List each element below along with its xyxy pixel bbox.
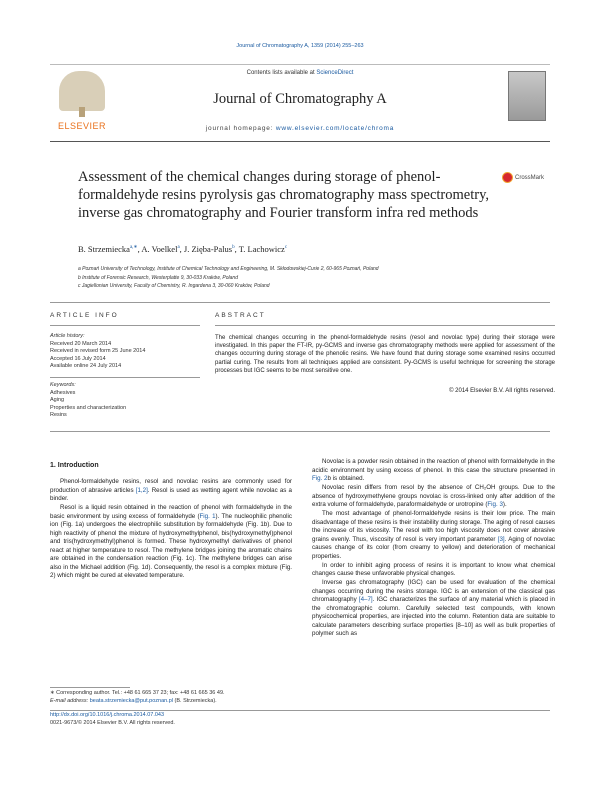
paragraph-text: Novolac is a powder resin obtained in the reaction of phenol with formaldehyde in the acidic environment by using excess of phenol. In this case the structure presented in <box>312 458 555 474</box>
email-suffix: (B. Strzemiecka). <box>173 697 217 704</box>
email-label: E-mail address: <box>50 697 90 704</box>
keywords <box>50 382 126 420</box>
paragraph <box>50 478 292 504</box>
body-column-left <box>50 478 292 581</box>
history-item: Received 20 March 2014 <box>50 340 112 347</box>
body-column-right <box>312 458 555 639</box>
publisher-logo-text: ELSEVIER <box>57 121 107 131</box>
author-affil-sup[interactable]: a,∗ <box>129 245 138 251</box>
paragraph <box>312 562 555 579</box>
paragraph-text: . IGC characterizes the surface of any material which is placed in the chromatographic column. Carefully selected test compounds, with known physicochemical properties, are injected into the column. Retention data are suitable to calculate parameters describing surface properties [8–10] as well as bulk properties of polymer such as <box>312 596 555 637</box>
paragraph-text: . Resol is used as wetting agent while novolac as a binder. <box>50 486 292 502</box>
article-info-heading: ARTICLE INFO <box>50 312 119 319</box>
paragraph <box>312 579 555 639</box>
crossmark-badge[interactable] <box>502 172 544 183</box>
divider <box>50 325 200 326</box>
reference-link[interactable]: [3] <box>497 535 505 543</box>
divider <box>50 377 200 378</box>
affiliation: b Institute of Forensic Research, Westerplatte 9, 30-033 Kraków, Poland <box>78 274 238 281</box>
paragraph-text: ). <box>502 501 507 508</box>
reference-link[interactable]: [4–7] <box>358 596 373 603</box>
affiliations <box>78 265 379 291</box>
keyword: Resins <box>50 412 67 418</box>
paragraph-text: ). The nucleophilic phenolic ion (Fig. 1a) undergoes the electrophilic substitution by formaldehyde (Fig. 1b). Due to high reactivity of phenol the mixture of hydroxymethylphenol, bis(hydroxymethyl)phenol and tris(hydroxymethyl)phenol is formed. These hydroxymethyl derivatives of phenol react at higher temperature to resol. The methylene bridges joining the aromatic chains are obtained in the condensation reaction (Fig. 1c). The methylene bridges can arise also in the Michael addition (Fig. 1d). Consequently, the resol is a complex mixture (Fig. 2) which might be cured at elevated temperature. <box>50 512 293 579</box>
paragraph-text: The most advantage of phenol-formaldehyde resins is their low price. The main disadvantage of these resins is their instability during storage. The aging of resol causes the increase of its viscosity. The resol with too high viscosity does not cover abrasive grains evenly. Thus, viscosity of resol is very important parameter <box>312 510 555 543</box>
paragraph-text: Inverse gas chromatography (IGC) can be used for evaluation of the chemical changes occurring during the resins storage. IGC is an extension of the classical gas chromatography <box>312 579 555 603</box>
author[interactable]: J. Zięba-Palus <box>183 244 233 254</box>
history-item: Received in revised form 25 June 2014 <box>50 348 146 354</box>
contents-line <box>50 70 550 76</box>
author-affil-sup[interactable]: a <box>177 245 180 251</box>
journal-citation[interactable]: Journal of Chromatography A, 1359 (2014) 255–263 <box>236 43 364 49</box>
divider <box>215 325 555 326</box>
abstract-text: The chemical changes occurring in the phenol-formaldehyde resins (resol and novolac type) during their storage were investigated. In this paper the FT-IR, py-GCMS and inverse gas chromatography methods were applied for assessment of the changes occurring during storage of the phenolic resins. We have found that during storage some examined resins occurred partial curing. The results from all techniques applied are consistent. Py-GCMS is useful technique for screening the storage processes but IGC seems to be most sensitive one. <box>215 335 555 374</box>
crossmark-icon <box>502 172 513 183</box>
copyright: © 2014 Elsevier B.V. All rights reserved. <box>449 388 555 394</box>
paragraph-text: In order to inhibit aging process of resins it is important to know what chemical changes cause these unfavorable physical changes. <box>312 561 555 577</box>
doi-link[interactable]: http://dx.doi.org/10.1016/j.chroma.2014.07.043 <box>50 712 165 718</box>
divider <box>50 710 550 711</box>
paragraph-text: Resol is a liquid resin obtained in the reaction of phenol with formaldehyde in the basic environment by using excess of formaldehyde ( <box>50 504 292 520</box>
history-item: Available online 24 July 2014 <box>50 363 122 369</box>
journal-homepage <box>50 125 550 132</box>
paragraph <box>50 504 292 581</box>
footnote-divider <box>50 687 130 688</box>
author[interactable]: T. Lachowicz <box>238 244 285 254</box>
paragraph-text: Phenol-formaldehyde resins, resol and novolac resins are commonly used for production of abrasive articles <box>50 478 292 494</box>
author[interactable]: B. Strzemiecka <box>78 244 130 254</box>
article-title: Assessment of the chemical changes during storage of phenol-formaldehyde resins pyrolysis gas chromatography mass spectrometry, inverse gas chromatography and Fourier transform infra red methods <box>78 169 489 221</box>
reference-link[interactable]: [1,2] <box>135 486 148 494</box>
doi-block <box>50 712 175 728</box>
keyword: Aging <box>50 397 65 403</box>
author-list: B. Strzemiecka$^{a,∗}$, A. Voelkel$^a$, J. Zięba-Palus$^b$, T. Lachowicz$^c$ <box>78 244 288 254</box>
divider <box>50 431 550 432</box>
section-heading: 1. Introduction <box>50 462 99 469</box>
abstract-heading: ABSTRACT <box>215 312 266 319</box>
article-history <box>50 333 145 371</box>
affiliation: a Poznań University of Technology, Institute of Chemical Technology and Engineering, M. Skłodowskiej-Curie 2, 60-965 Poznań, Poland <box>78 266 379 272</box>
author-affil-sup[interactable]: c <box>284 245 288 251</box>
affiliation: c Jagiellonian University, Faculty of Chemistry, R. Ingardena 3, 30-060 Kraków, Poland <box>78 283 270 289</box>
email-line <box>50 698 225 706</box>
author[interactable]: A. Voelkel <box>141 244 178 254</box>
figure-link[interactable]: Fig. 3 <box>487 501 503 508</box>
journal-name: Journal of Chromatography A <box>213 91 387 107</box>
homepage-prefix: journal homepage: <box>205 125 276 132</box>
contents-prefix: Contents lists available at <box>246 70 317 76</box>
journal-header <box>50 64 550 142</box>
paragraph-text: . Aging of novolac causes change of its color (from creamy to yellow) and deterioration of mechanical properties. <box>312 535 555 560</box>
issn: 0021-9673/© 2014 Elsevier B.V. All rights reserved. <box>50 719 175 726</box>
corresponding-author: ∗ Corresponding author. Tel.: +48 61 665 37 23; fax: +48 61 665 36 49. <box>50 690 225 696</box>
keyword: Adhesives <box>50 389 76 396</box>
paragraph <box>312 510 555 561</box>
history-item: Accepted 16 July 2014 <box>50 355 106 362</box>
footnote <box>50 690 225 706</box>
paragraph-text: b is obtained. <box>327 475 365 482</box>
paragraph <box>312 458 555 484</box>
journal-cover-thumbnail <box>508 71 546 121</box>
keywords-label: Keywords: <box>50 382 76 388</box>
paragraph <box>312 484 555 510</box>
sciencedirect-link[interactable]: ScienceDirect <box>316 70 354 76</box>
paragraph-text: Novolac resin differs from resol by the absence of CH₂OH groups. Due to the absence of hydroxymethylene groups novolac is cross-linked only after addition of the extra volume of formaldehyde, paraformaldehyde or urotropine ( <box>312 484 555 508</box>
homepage-link[interactable]: www.elsevier.com/locate/chroma <box>275 125 395 132</box>
history-label: Article history: <box>50 333 85 339</box>
keyword: Properties and characterization <box>50 404 127 411</box>
author-affil-sup[interactable]: b <box>232 245 235 251</box>
figure-link[interactable]: Fig. 1 <box>199 512 216 520</box>
divider <box>50 302 550 303</box>
crossmark-label: CrossMark <box>515 174 545 181</box>
figure-link[interactable]: Fig. 2 <box>312 475 328 482</box>
email-link[interactable]: beata.strzemiecka@put.poznan.pl <box>89 697 173 704</box>
